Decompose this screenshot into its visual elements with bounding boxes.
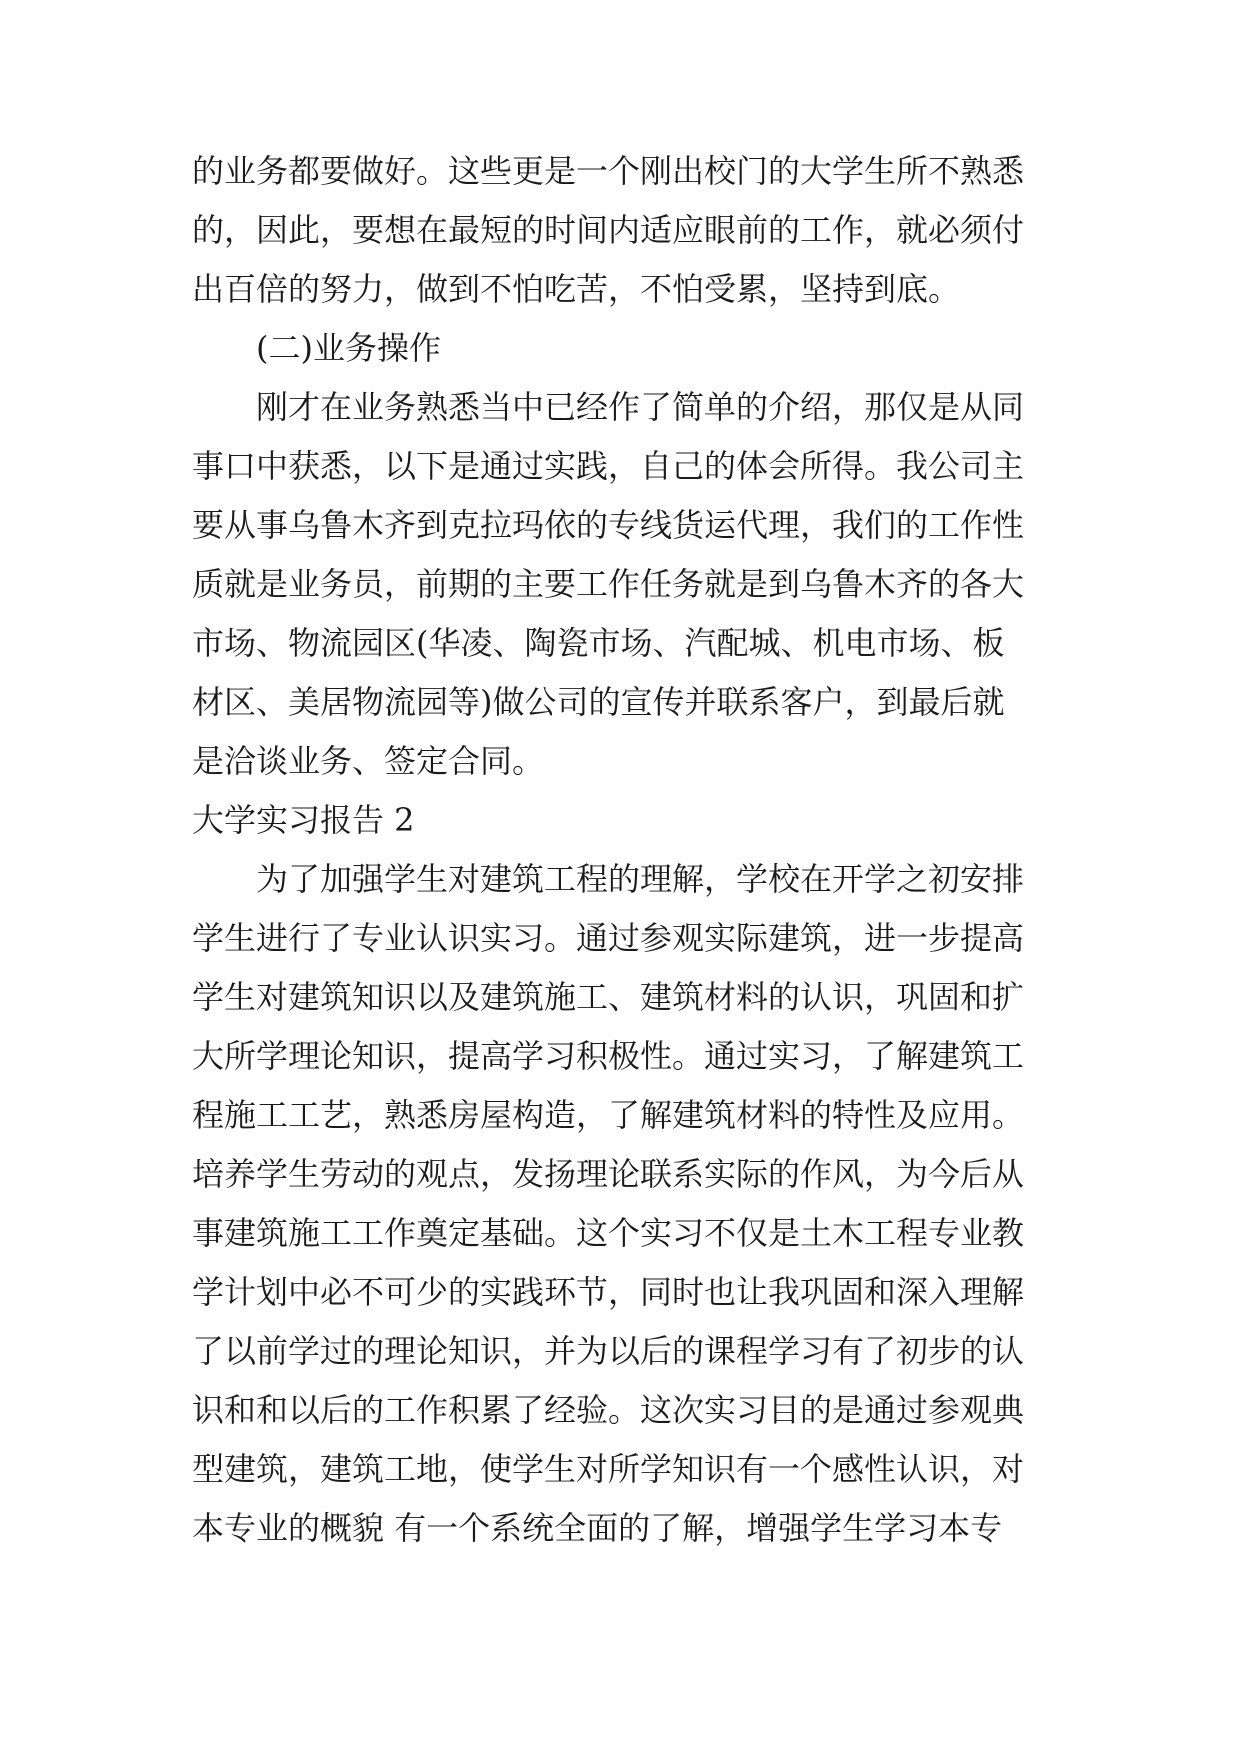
text-line: 的业务都要做好。这些更是一个刚出校门的大学生所不熟悉	[192, 152, 1025, 190]
text-line: 学计划中必不可少的实践环节，同时也让我巩固和深入理解	[192, 1273, 1025, 1311]
text-line: 材区、美居物流园等)做公司的宣传并联系客户，到最后就	[192, 683, 1005, 721]
paragraph-first-line: 刚才在业务熟悉当中已经作了简单的介绍，那仅是从同	[256, 388, 1025, 426]
text-line: 大所学理论知识，提高学习积极性。通过实习，了解建筑工	[192, 1037, 1025, 1075]
text-line: 是洽谈业务、签定合同。	[192, 742, 545, 780]
text-line: 市场、物流园区(华凌、陶瓷市场、汽配城、机电市场、板	[192, 624, 1005, 662]
text-line: 学生对建筑知识以及建筑施工、建筑材料的认识，巩固和扩	[192, 978, 1025, 1016]
text-line: 事建筑施工工作奠定基础。这个实习不仅是土木工程专业教	[192, 1214, 1025, 1252]
text-line: 程施工工艺，熟悉房屋构造，了解建筑材料的特性及应用。	[192, 1096, 1025, 1134]
text-line: 质就是业务员，前期的主要工作任务就是到乌鲁木齐的各大	[192, 565, 1025, 603]
paragraph-first-line: 为了加强学生对建筑工程的理解，学校在开学之初安排	[256, 860, 1025, 898]
text-line: 培养学生劳动的观点，发扬理论联系实际的作风，为今后从	[192, 1155, 1025, 1193]
text-line: 要从事乌鲁木齐到克拉玛依的专线货运代理，我们的工作性	[192, 506, 1025, 544]
text-line: 的，因此，要想在最短的时间内适应眼前的工作，就必须付	[192, 211, 1025, 249]
report-title: 大学实习报告 2	[192, 801, 415, 839]
text-line: 出百倍的努力，做到不怕吃苦，不怕受累，坚持到底。	[192, 270, 961, 308]
text-line: 了以前学过的理论知识，并为以后的课程学习有了初步的认	[192, 1332, 1025, 1370]
text-line: 事口中获悉，以下是通过实践，自己的体会所得。我公司主	[192, 447, 1025, 485]
text-line: 型建筑，建筑工地，使学生对所学知识有一个感性认识，对	[192, 1450, 1025, 1488]
text-line: 学生进行了专业认识实习。通过参观实际建筑，进一步提高	[192, 919, 1025, 957]
text-line: 本专业的概貌 有一个系统全面的了解，增强学生学习本专	[192, 1509, 1003, 1547]
text-line: 识和和以后的工作积累了经验。这次实习目的是通过参观典	[192, 1391, 1025, 1429]
section-heading: (二)业务操作	[256, 329, 441, 367]
